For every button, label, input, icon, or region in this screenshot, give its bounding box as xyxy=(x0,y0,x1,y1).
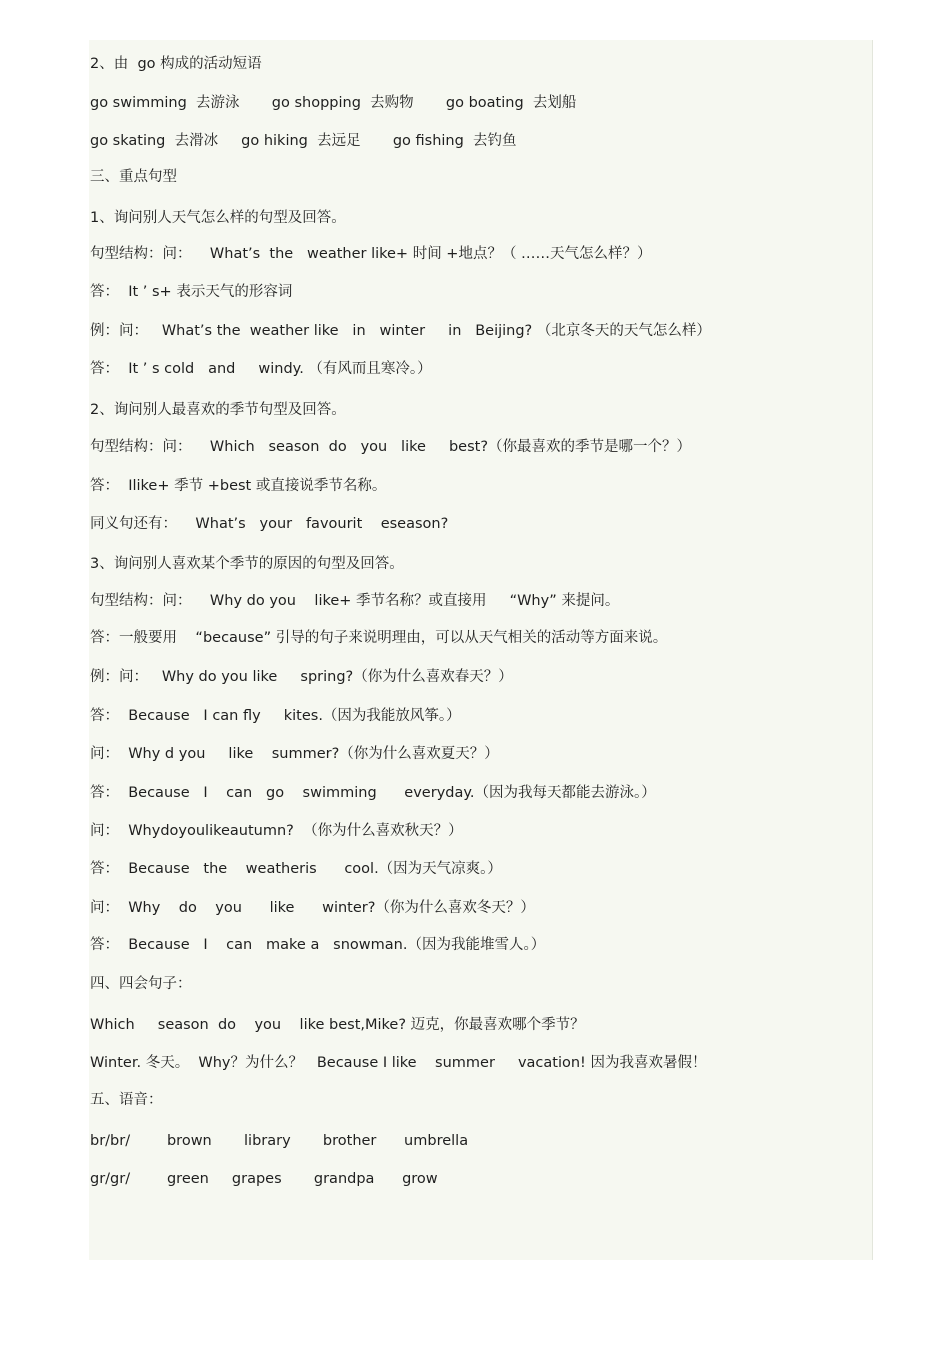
weather-pattern: 句型结构：问： What’s the weather like+ 时间 +地点？（ ……天气怎么样？） xyxy=(90,246,652,262)
reason-pattern: 句型结构：问： Why do you like+ 季节名称？或直接用 “Why” 来提问。 xyxy=(90,593,620,609)
four-skills-sentence-2: Winter. 冬天。 Why？为什么？ Because I like summer vacation! 因为我喜欢暑假！ xyxy=(90,1055,707,1071)
example-summer-question: 问： Why d you like summer?（你为什么喜欢夏天？） xyxy=(90,746,499,762)
heading-weather-question: 1、询问别人天气怎么样的句型及回答。 xyxy=(90,210,346,226)
section-four-skills: 四、四会句子： xyxy=(90,976,192,992)
section-phonics: 五、语音： xyxy=(90,1092,163,1108)
heading-reason: 3、询问别人喜欢某个季节的原因的句型及回答。 xyxy=(90,556,404,572)
weather-example-question: 例：问： What’s the weather like in winter in Beijing? （北京冬天的天气怎么样） xyxy=(90,323,711,339)
reason-answer-pattern: 答：一般要用 “because” 引导的句子来说明理由，可以从天气相关的活动等方面来说。 xyxy=(90,630,668,646)
example-winter-question: 问： Why do you like winter?（你为什么喜欢冬天？） xyxy=(90,900,535,916)
phonics-br-row: br/br/ brown library brother umbrella xyxy=(90,1133,469,1149)
season-pattern: 句型结构：问： Which season do you like best?（你最喜欢的季节是哪一个？） xyxy=(90,439,692,455)
example-winter-answer: 答： Because I can make a snowman.（因为我能堆雪人。） xyxy=(90,937,546,953)
season-synonym: 同义句还有： What’s your favourit eseason? xyxy=(90,516,449,532)
example-spring-question: 例：问： Why do you like spring?（你为什么喜欢春天？） xyxy=(90,669,513,685)
season-answer-pattern: 答： Ilike+ 季节 +best 或直接说季节名称。 xyxy=(90,478,387,494)
example-autumn-answer: 答： Because the weatheris cool.（因为天气凉爽。） xyxy=(90,861,502,877)
phonics-gr-row: gr/gr/ green grapes grandpa grow xyxy=(90,1171,438,1187)
section-key-sentences: 三、重点句型 xyxy=(90,169,177,185)
go-phrases-row-2: go skating 去滑冰 go hiking 去远足 go fishing 去钓鱼 xyxy=(90,133,517,149)
weather-example-answer: 答： It ’ s cold and windy. （有风而且寒冷。） xyxy=(90,361,432,377)
go-phrases-row-1: go swimming 去游泳 go shopping 去购物 go boating 去划船 xyxy=(90,95,577,111)
example-autumn-question: 问： Whydoyoulikeautumn? （你为什么喜欢秋天？） xyxy=(90,823,463,839)
heading-favourite-season: 2、询问别人最喜欢的季节句型及回答。 xyxy=(90,402,346,418)
example-summer-answer: 答： Because I can go swimming everyday.（因为我每天都能去游泳。） xyxy=(90,785,656,801)
four-skills-sentence-1: Which season do you like best,Mike? 迈克，你最喜欢哪个季节？ xyxy=(90,1017,585,1033)
example-spring-answer: 答： Because I can fly kites.（因为我能放风筝。） xyxy=(90,708,461,724)
weather-answer-pattern: 答： It ’ s+ 表示天气的形容词 xyxy=(90,284,293,300)
heading-go-phrases: 2、由 go 构成的活动短语 xyxy=(90,56,262,72)
